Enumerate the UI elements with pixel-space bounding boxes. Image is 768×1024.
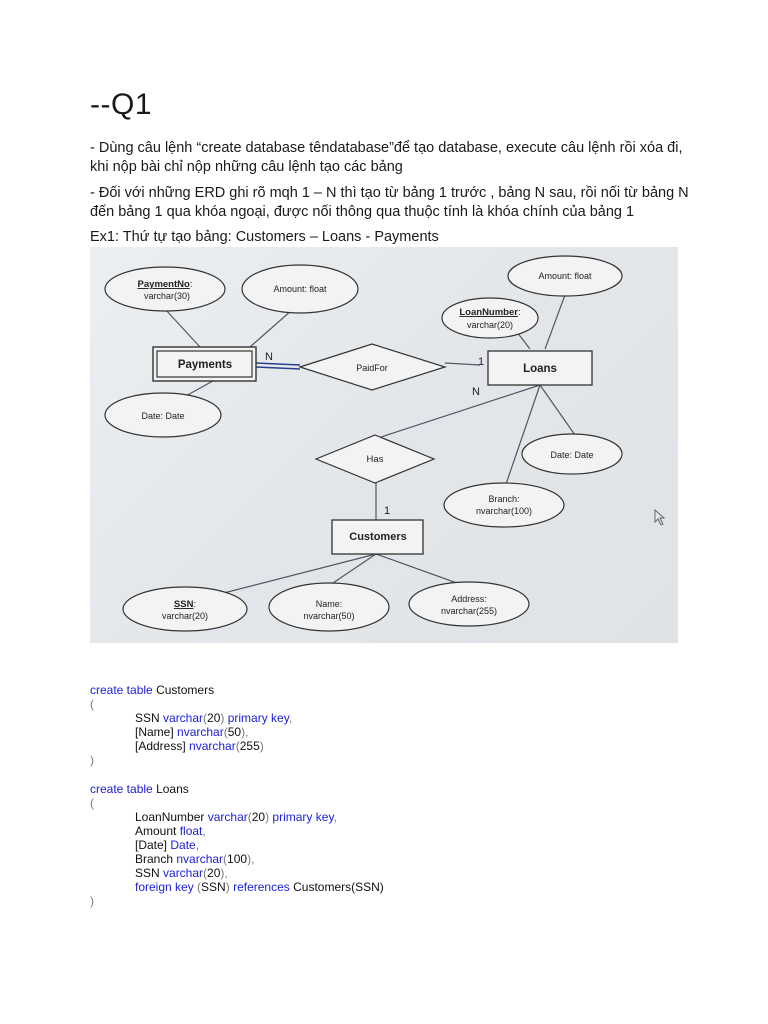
- svg-text:PaidFor: PaidFor: [356, 363, 388, 373]
- svg-text:varchar(20): varchar(20): [161, 611, 209, 621]
- table-name: Customers: [156, 683, 215, 697]
- sql-paren-close: ): [90, 753, 94, 767]
- svg-text:varchar(30): varchar(30): [143, 291, 191, 301]
- svg-text:PaymentNo:: PaymentNo:: [137, 279, 193, 290]
- svg-text:nvarchar(255): nvarchar(255): [440, 606, 498, 616]
- column-type: varchar: [207, 810, 248, 824]
- column-size: (100): [223, 852, 252, 866]
- attribute-loan-amount: [508, 256, 622, 296]
- column-name: SSN: [135, 711, 164, 725]
- entity-loans: [488, 351, 592, 385]
- sql-fk-keyword: foreign key: [135, 880, 194, 894]
- column-size: (20): [203, 711, 225, 725]
- attribute-payment-date: [105, 393, 221, 437]
- sql-keyword: create table: [90, 782, 153, 796]
- page-title: --Q1: [90, 88, 152, 121]
- entity-payments: [153, 347, 256, 381]
- table-name: Loans: [156, 782, 189, 796]
- erd-diagram: [90, 247, 678, 643]
- cursor-icon: [655, 510, 664, 525]
- attribute-loan-date: [522, 434, 622, 474]
- column-name: [Name]: [135, 725, 178, 739]
- cardinality-customers: 1: [384, 505, 391, 517]
- column-type: Date: [170, 838, 196, 852]
- svg-text:Amount: float: Amount: float: [538, 271, 592, 281]
- svg-text:Payments: Payments: [177, 359, 233, 371]
- column-constraint: primary key: [224, 711, 289, 725]
- column-type: nvarchar: [177, 725, 224, 739]
- column-name: SSN: [135, 866, 164, 880]
- svg-text:Branch:: Branch:: [488, 494, 520, 504]
- attribute-name: [269, 583, 389, 631]
- column-size: (20): [247, 810, 270, 824]
- attribute-ssn: [123, 587, 247, 631]
- cardinality-payments: N: [265, 351, 273, 363]
- column-definition: Amount float,: [135, 824, 206, 838]
- column-definition: Branch nvarchar(100),: [135, 852, 255, 866]
- svg-text:Has: Has: [366, 454, 384, 465]
- column-constraint: primary key: [269, 810, 334, 824]
- column-name: Branch: [135, 852, 177, 866]
- attribute-address: [409, 582, 529, 626]
- attribute-loannumber: [442, 298, 538, 338]
- column-size: (255): [235, 739, 264, 753]
- svg-text:Customers: Customers: [349, 531, 407, 543]
- instruction-paragraph-1: - Dùng câu lệnh “create database têndatabase”để tạo database, execute câu lệnh rồi xóa đi, khi nộp bài chỉ nộp những câu lệnh tạo các bảng: [90, 140, 683, 175]
- column-type: varchar: [163, 711, 204, 725]
- column-type: nvarchar: [176, 852, 224, 866]
- svg-text:SSN:: SSN:: [173, 599, 197, 610]
- attribute-branch: [444, 483, 564, 527]
- svg-text:nvarchar(100): nvarchar(100): [475, 506, 533, 516]
- column-definition: [Date] Date,: [135, 838, 200, 852]
- svg-text:nvarchar(50): nvarchar(50): [303, 611, 355, 621]
- sql-paren-close: ): [90, 894, 94, 908]
- sql-references-keyword: references: [233, 880, 290, 894]
- svg-text:Name:: Name:: [315, 599, 343, 609]
- sql-paren-open: (: [90, 697, 94, 711]
- column-type: float: [179, 824, 203, 838]
- sql-loans: create table Loans ( LoanNumber varchar(20) primary key, Amount float, [Date] Date, Branch nvarchar(100), SSN varchar(20), foreign key (SSN) references Customers(SSN) ): [90, 782, 384, 908]
- relationship-paidfor: [300, 344, 445, 390]
- column-definition: LoanNumber varchar(20) primary key,: [135, 810, 337, 824]
- instruction-paragraph-2: - Đối với những ERD ghi rõ mqh 1 – N thì tạo từ bảng 1 trước , bảng N sau, rồi nối từ bảng N đến bảng 1 qua khóa ngoại, được nối thông qua thuộc tính là khóa chính của bảng 1: [90, 185, 689, 220]
- exercise-heading: Ex1: Thứ tự tạo bảng: Customers – Loans - Payments: [90, 229, 439, 245]
- column-name: Amount: [135, 824, 180, 838]
- svg-text:varchar(20): varchar(20): [466, 320, 514, 330]
- fk-col: SSN: [201, 880, 226, 894]
- column-definition: [90, 739, 292, 753]
- column-definition: SSN varchar(20) primary key,: [135, 711, 293, 725]
- sql-paren-open: (: [90, 796, 94, 810]
- svg-text:Loans: Loans: [523, 363, 557, 375]
- entity-customers: [332, 520, 423, 554]
- column-name: LoanNumber: [135, 810, 208, 824]
- cardinality-loans-1: 1: [478, 356, 485, 368]
- column-size: (20): [203, 866, 225, 880]
- fk-ref: Customers(SSN): [293, 880, 384, 894]
- column-size: (50): [223, 725, 246, 739]
- erd-photo: [90, 247, 678, 643]
- column-definition: SSN varchar(20),: [135, 866, 228, 880]
- svg-text:Date: Date: Date: Date: [141, 411, 185, 421]
- svg-text:LoanNumber:: LoanNumber:: [459, 307, 521, 318]
- sql-keyword: create table: [90, 683, 153, 697]
- sql-customers: [90, 683, 292, 767]
- cardinality-loans-n: N: [472, 386, 480, 398]
- column-type: nvarchar: [189, 739, 236, 753]
- column-name: [Date]: [135, 838, 171, 852]
- svg-text:Date: Date: Date: Date: [550, 450, 594, 460]
- attribute-paymentno: [105, 267, 225, 311]
- column-type: varchar: [163, 866, 204, 880]
- svg-text:Amount: float: Amount: float: [273, 284, 327, 294]
- attribute-payment-amount: [242, 265, 358, 313]
- relationship-has: [316, 435, 434, 483]
- svg-text:Address:: Address:: [451, 594, 487, 604]
- column-definition: [Name] nvarchar(50),: [135, 725, 249, 739]
- column-name: [Address]: [135, 739, 190, 753]
